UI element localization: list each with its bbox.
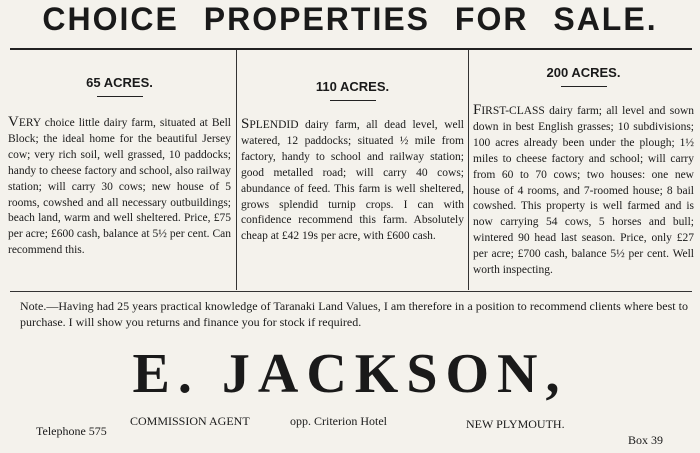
box-number: Box 39	[628, 433, 664, 447]
column-divider-2	[468, 50, 469, 290]
listing-heading: 110 ACRES.	[315, 79, 390, 94]
heading-rule	[97, 96, 143, 97]
agent-name: E. JACKSON,	[132, 343, 568, 405]
listing-description	[8, 115, 231, 259]
heading-rule	[330, 100, 376, 101]
listing-heading: 65 ACRES.	[86, 75, 153, 90]
listing-text: PLENDID dairy farm, all dead level, well watered, 12 paddocks; situated ½ mile from factory, handy to school and railway station; good metalled road; will carry 40 cows; abundance of feed. This farm is well sheltered, grows splendid turnip crops. I can with confidence recommend this farm. Absolutely cheap at £42 19s per acre, with £600 cash.	[241, 119, 464, 243]
telephone-number: Telephone 575	[36, 424, 107, 438]
listing-description	[473, 103, 694, 279]
listing-heading: 200 ACRES.	[546, 65, 621, 80]
note-text: Note.—Having had 25 years practical knowledge of Taranaki Land Values, I am therefore in a position to recommend clients where best to purchase. I will show you returns and finance you for stock if required.	[20, 299, 688, 329]
drop-cap: F	[473, 102, 482, 118]
agent-address: opp. Criterion Hotel	[290, 414, 387, 428]
note-rule	[10, 291, 692, 292]
agent-title: COMMISSION AGENT	[130, 414, 250, 428]
drop-cap: S	[241, 116, 250, 132]
listing-text: IRST-CLASS dairy farm; all level and sown down in best English grasses; 10 subdivisions; 100 acres already been under the plough; 1½ miles to cheese factory and school; will carry from 60 to 70 cows; two houses: one new house of 4 rooms, and 7-roomed house; 8 bail cowshed. This property is well farmed and is now carrying 54 cows, 5 horses and bull; wintered 90 head last season. Price, only £27 per acre; £700 cash, balance 5½ per cent. Well worth inspecting.	[473, 105, 694, 277]
column-divider-1	[236, 50, 237, 290]
listing-65-acres	[4, 50, 235, 290]
listing-text: ERY choice little dairy farm, situated at Bell Block; the ideal home for the beautiful Jersey cow; very rich soil, well grassed, 10 paddocks; handy to cheese factory and school, also railway station; will carry 30 cows; new house of 5 rooms, cowshed and all necessary outbuildings; beach land, warm and well sheltered. Price, £75 per acre; £600 cash, balance at 5½ per cent. Can recommend this.	[8, 117, 231, 257]
listing-110-acres	[238, 50, 467, 290]
heading-rule	[561, 86, 607, 87]
page-title: CHOICE PROPERTIES FOR SALE.	[42, 1, 658, 37]
listing-200-acres	[470, 50, 696, 290]
drop-cap: V	[8, 114, 19, 130]
agent-city: NEW PLYMOUTH.	[466, 417, 565, 431]
listing-description	[241, 117, 464, 245]
